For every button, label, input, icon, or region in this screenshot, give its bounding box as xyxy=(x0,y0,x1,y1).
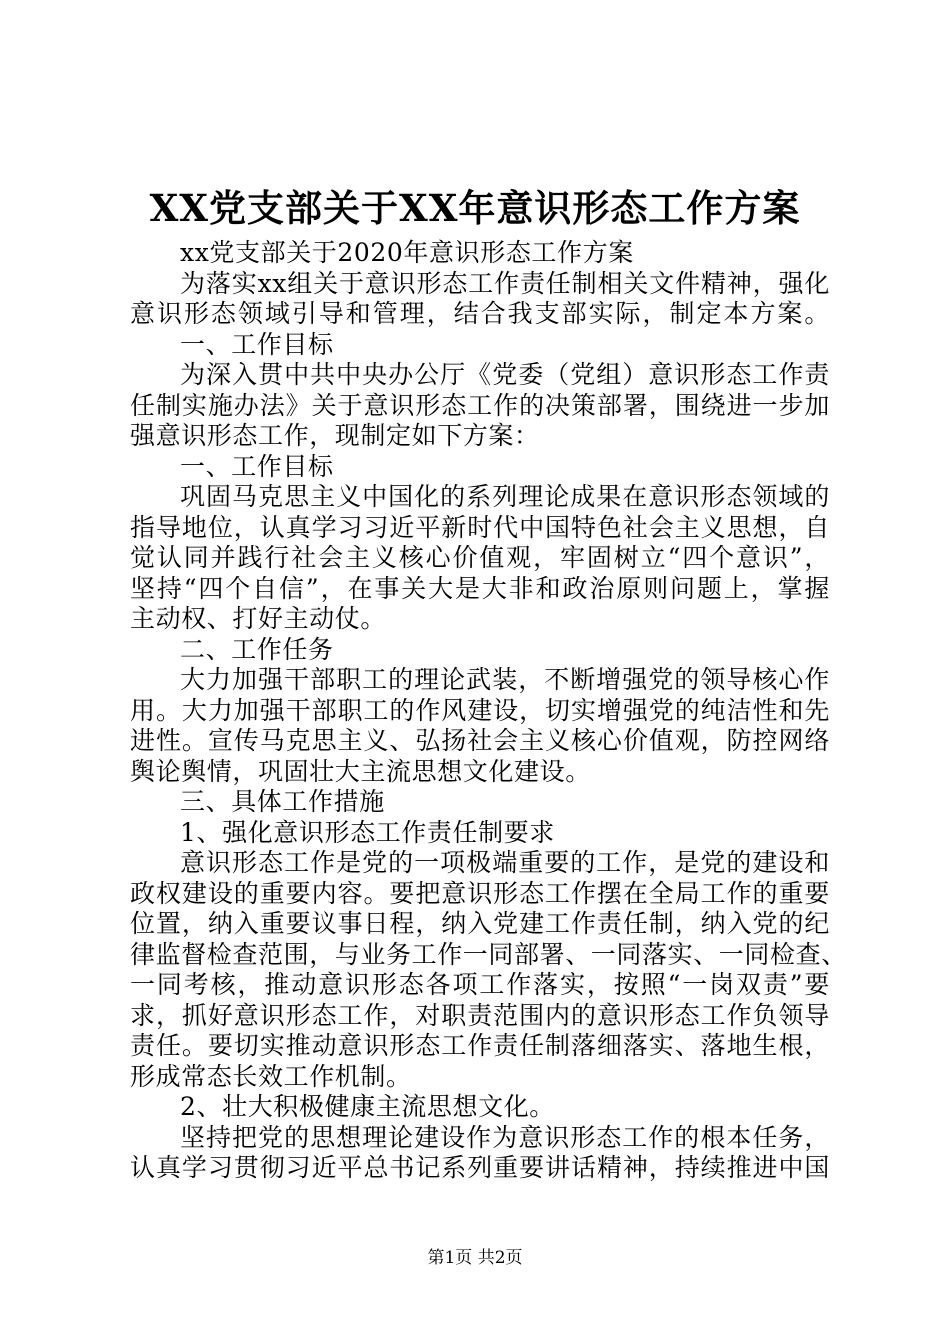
body-line: 用。大力加强干部职工的作风建设，切实增强党的纯洁性和先 xyxy=(130,695,830,725)
body-line: 意识形态工作是党的一项极端重要的工作，是党的建设和 xyxy=(180,848,830,877)
body-line: 指导地位，认真学习习近平新时代中国特色社会主义思想，自 xyxy=(130,512,830,542)
page-number: 第1页 共2页 xyxy=(427,1248,523,1268)
body-line: 求，抓好意识形态工作，对职责范围内的意识形态工作负领导 xyxy=(130,1000,830,1030)
body-line: 政权建设的重要内容。要把意识形态工作摆在全局工作的重要 xyxy=(130,878,830,908)
subsection-heading: 2、壮大积极健康主流思想文化。 xyxy=(180,1092,555,1121)
page-footer xyxy=(0,1247,950,1269)
body-line: 位置，纳入重要议事日程，纳入党建工作责任制，纳入党的纪 xyxy=(130,909,830,938)
body-line: 舆论舆情，巩固壮大主流思想文化建设。 xyxy=(130,756,591,786)
body-line: 巩固马克思主义中国化的系列理论成果在意识形态领域的 xyxy=(180,482,830,511)
body-line: 形成常态长效工作机制。 xyxy=(130,1061,412,1091)
body-line: 坚持“四个自信”，在事关大是大非和政治原则问题上，掌握 xyxy=(130,573,830,603)
body-line: 坚持把党的思想理论建设作为意识形态工作的根本任务， xyxy=(180,1122,830,1152)
section-heading: 二、工作任务 xyxy=(180,634,334,664)
body-line: 为落实xx组关于意识形态工作责任制相关文件精神，强化 xyxy=(180,268,830,298)
section-heading: 三、具体工作措施 xyxy=(180,787,385,816)
subsection-heading: 1、强化意识形态工作责任制要求 xyxy=(180,817,555,847)
document-title: XX党支部关于XX年意识形态工作方案 xyxy=(149,186,801,230)
body-line: 主动权、打好主动仗。 xyxy=(130,604,387,633)
body-line: 为深入贯中共中央办公厅《党委（党组）意识形态工作责 xyxy=(180,360,830,389)
body-line: 大力加强干部职工的理论武装，不断增强党的领导核心作 xyxy=(180,665,830,694)
body-line: 责任。要切实推动意识形态工作责任制落细落实、落地生根， xyxy=(130,1031,830,1060)
body-line: 任制实施办法》关于意识形态工作的决策部署，围绕进一步加 xyxy=(130,390,830,420)
body-line: 认真学习贯彻习近平总书记系列重要讲话精神，持续推进中国 xyxy=(130,1153,830,1182)
document-body xyxy=(130,238,847,1184)
section-heading: 一、工作目标 xyxy=(180,329,334,359)
body-line: 律监督检查范围，与业务工作一同部署、一同落实、一同检查、 xyxy=(130,939,847,969)
section-heading: 一、工作目标 xyxy=(180,451,334,481)
body-line: 强意识形态工作，现制定如下方案： xyxy=(130,421,540,450)
body-line: 进性。宣传马克思主义、弘扬社会主义核心价值观，防控网络 xyxy=(130,726,830,755)
body-line: 觉认同并践行社会主义核心价值观，牢固树立“四个意识”， xyxy=(130,543,830,572)
body-line: 意识形态领域引导和管理，结合我支部实际，制定本方案。 xyxy=(130,299,830,328)
body-line: xx党支部关于2020年意识形态工作方案 xyxy=(180,238,634,267)
body-line: 一同考核，推动意识形态各项工作落实，按照“一岗双责”要 xyxy=(130,970,830,999)
